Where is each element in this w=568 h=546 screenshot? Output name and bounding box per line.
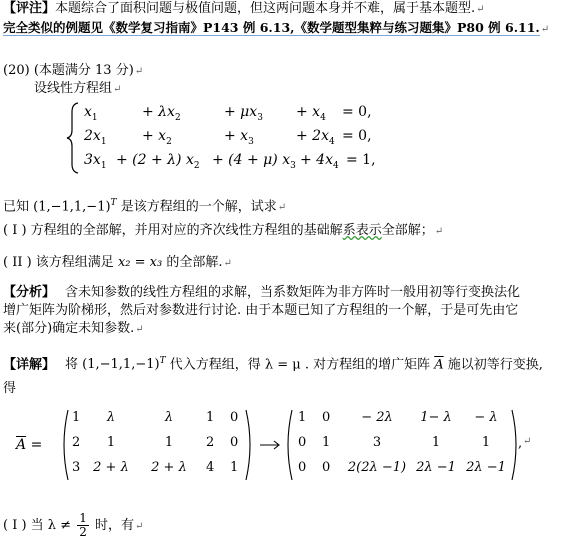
part-2-question: ( II ) 该方程组满足 x₂ = x₃ 的全部解.↵ (3, 255, 232, 270)
paragraph-mark-icon: ↵ (134, 66, 144, 77)
fraction-one-half: $\frac{1}{2}$ (79, 511, 87, 539)
analysis-line-3: 来(部分)确定未知参数.↵ (3, 321, 144, 336)
commentary-line (3, 0, 485, 19)
detail-label: 【详解】 (3, 357, 56, 373)
known-vector: 已知 (1,−1,1,−1) (3, 199, 111, 215)
detail-line-2: 得 (3, 381, 17, 396)
left-brace-icon (66, 102, 80, 174)
similar-example-line (3, 19, 549, 39)
spellcheck-underline: 系表示 (342, 223, 382, 238)
paragraph-mark-icon: ↵ (476, 4, 485, 15)
system-intro-text: 设线性方程组 (34, 81, 113, 96)
commentary-label: 【评注】 (3, 1, 56, 16)
part-1-question: ( I ) 方程组的全部解，并用对应的齐次线性方程组的基础解系表示全部解；↵ (3, 223, 444, 238)
problem-header-text: (20) (本题满分 13 分) (3, 63, 134, 78)
final-case-line: ( I ) 当 λ ≠ $\frac{1}{2}$ 时，有↵ (3, 511, 144, 539)
paragraph-mark-icon: ↵ (223, 258, 232, 269)
paragraph-mark-icon: ↵ (540, 24, 550, 35)
similar-example-text: 完全类似的例题见《数学复习指南》P143 例 6.13,《数学题型集粹与练习题集》P80 例 6.11. (3, 20, 540, 35)
matrix-label: $\overline{A}$ = (16, 437, 43, 453)
paragraph-mark-icon: ↵ (135, 521, 144, 532)
problem-header (3, 62, 143, 81)
paragraph-mark-icon: ↵ (434, 226, 444, 237)
system-intro (34, 80, 121, 99)
detail-line-1: 【详解】 将 $(1,-1,1,-1)^T$ 代入方程组，得 λ = μ . 对方程组的增广矩阵 $\overline{A}$ 施以初等行变换, (3, 356, 543, 373)
paragraph-mark-icon: ↵ (277, 202, 287, 214)
matrix-transformation: 1 λ λ 1 0 2 1 1 2 0 3 2 + λ 2 + λ 4 1 1 0 − 2λ 1− λ − λ 0 1 3 1 1 0 0 2(2λ −1) 2λ −1 2λ −1 , ↵ (60, 408, 530, 482)
analysis-label: 【分析】 (3, 285, 56, 300)
paragraph-mark-icon: ↵ (135, 324, 144, 335)
augmented-matrix-symbol: $\overline{A}$ (434, 357, 444, 373)
equation-system: $x_1$ + $\lambda x_2$ + $\mu x_3$ + $x_4$ = 0, $2x_1$ + $x_2$ + $x_3$ + $2x_4$ = 0, $3x_1$ + (2 + λ) $x_2$ + (4 + μ) $x_3$ + $4x_4$ = 1, (66, 102, 366, 174)
commentary-text: 本题综合了面积问题与极值问题，但这两问题本身并不难，属于基本题型. (55, 1, 476, 16)
known-solution-line: 已知 $(1,-1,1,-1)^T$ 是该方程组的一个解，试求↵ (3, 198, 287, 215)
paragraph-mark-icon: ↵ (523, 436, 532, 447)
paragraph-mark-icon: ↵ (113, 84, 122, 95)
condition-formula: x₂ = x₃ (117, 255, 163, 270)
analysis-line-2: 增广矩阵为阶梯形，然后对参数进行讨论. 由于本题已知了方程组的一个解，于是可先由它 (3, 303, 519, 318)
analysis-line-1: 【分析】 含未知参数的线性方程组的求解，当系数矩阵为非方阵时一般用初等行变换法化 (3, 285, 521, 300)
